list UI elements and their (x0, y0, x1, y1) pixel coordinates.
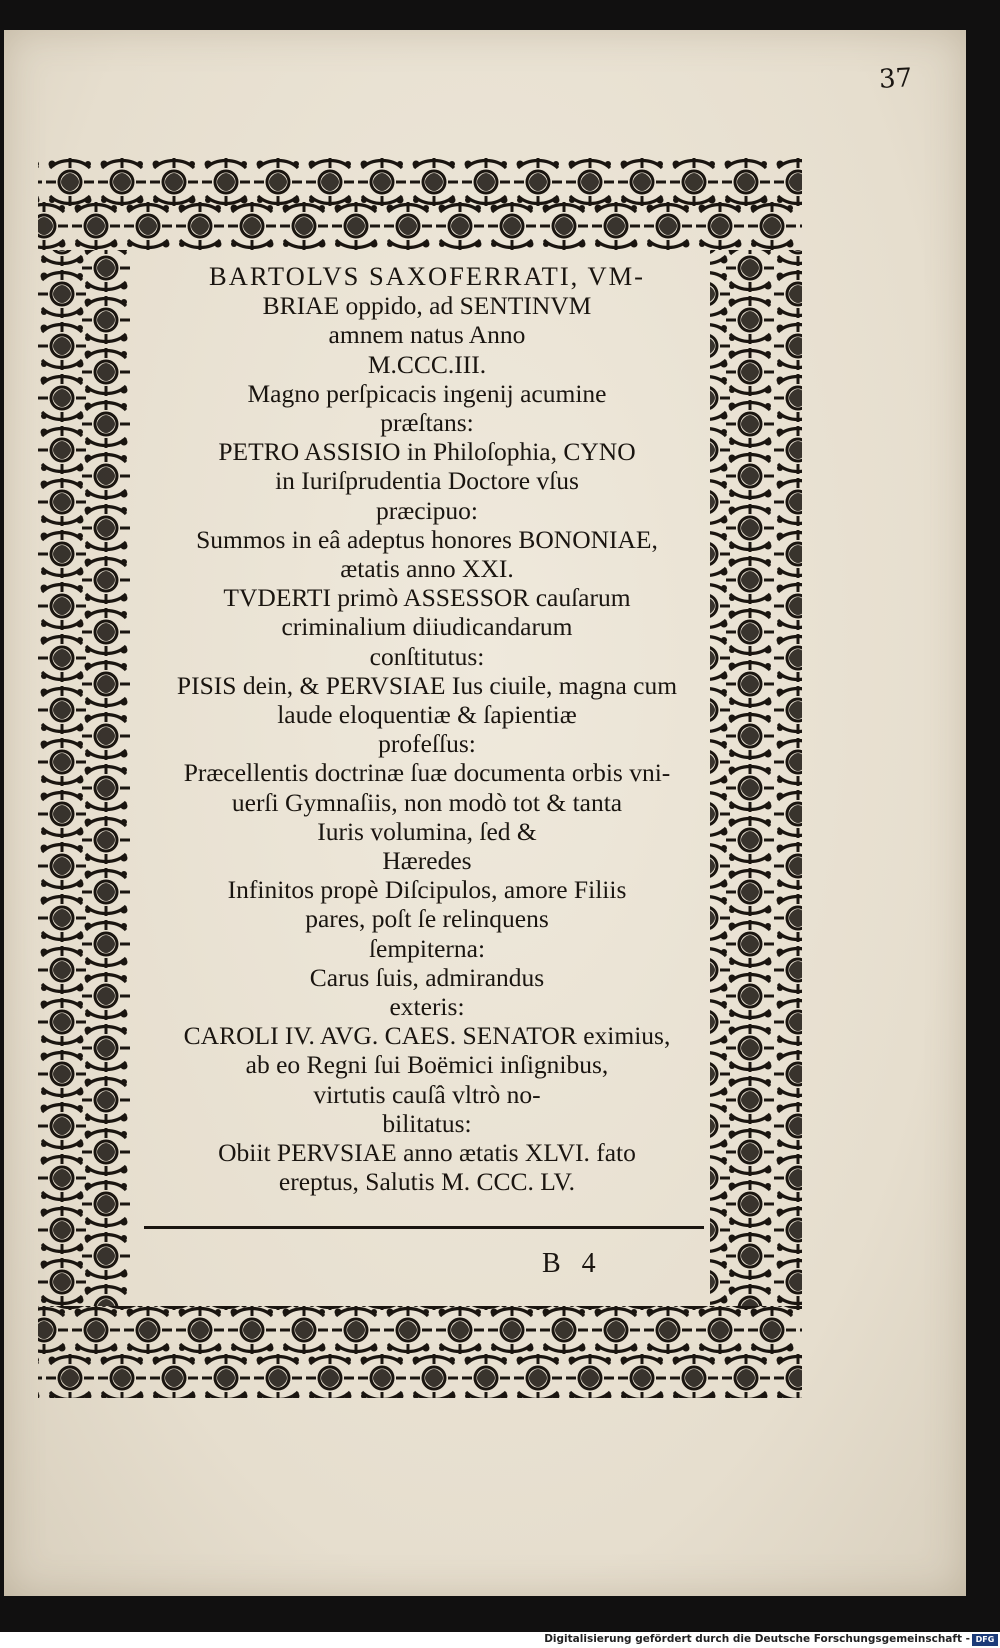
footer-credit: Digitalisierung gefördert durch die Deutsche Forschungsgemeinschaft - (544, 1633, 970, 1645)
text-line: Præcellentis doctrinæ ſuæ documenta orbis vni- (183, 758, 671, 788)
epitaph-text (122, 262, 732, 1197)
text-line: PETRO ASSISIO in Philoſophia, CYNO (218, 437, 636, 467)
text-line: profeſſus: (378, 729, 476, 759)
text-line: amnem natus Anno (328, 320, 526, 350)
text-line: criminalium diiudicandarum (281, 612, 573, 642)
text-line: BRIAE oppido, ad SENTINVM (262, 291, 592, 321)
text-line: ætatis anno XXI. (340, 554, 514, 584)
text-line: præcipuo: (376, 495, 478, 525)
text-line: pares, poſt ſe relinquens (305, 904, 549, 934)
text-line: Hæredes (382, 846, 472, 876)
text-line: ſempiterna: (368, 933, 486, 963)
folio-number: 37 (878, 63, 913, 95)
text-line: virtutis cauſâ vltrò no- (313, 1079, 541, 1109)
text-line: exteris: (389, 992, 465, 1022)
text-line: TVDERTI primò ASSESSOR cauſarum (223, 583, 631, 613)
text-line: bilitatus: (382, 1108, 472, 1138)
text-line: Iuris volumina, ſed & (317, 816, 537, 846)
text-line: conſtitutus: (369, 641, 485, 671)
text-line: Infinitos propè Diſcipulos, amore Filiis (227, 875, 627, 905)
text-line: ereptus, Salutis M. CCC. LV. (278, 1167, 576, 1197)
text-line: CAROLI IV. AVG. CAES. SENATOR eximius, (183, 1021, 671, 1051)
horizontal-rule (144, 1226, 704, 1229)
book-page (4, 30, 966, 1596)
text-line: ab eo Regni ſui Boëmici inſignibus, (245, 1050, 609, 1080)
dfg-logo-icon: DFG (972, 1634, 998, 1646)
signature-mark: B 4 (542, 1248, 596, 1279)
text-line: Magno perſpicacis ingenij acumine (247, 378, 607, 408)
text-line: Carus ſuis, admirandus (309, 962, 545, 992)
text-line: laude eloquentiæ & ſapientiæ (277, 700, 577, 730)
footer-bar (0, 1632, 1000, 1648)
text-line: in Iuriſprudentia Doctore vſus (275, 466, 579, 496)
text-line: præſtans: (380, 408, 474, 438)
text-line: uerſi Gymnaſiis, non modò tot & tanta (231, 787, 623, 817)
text-line: Summos in eâ adeptus honores BONONIAE, (196, 524, 658, 554)
text-line: M.CCC.III. (367, 349, 487, 379)
text-line: Obiit PERVSIAE anno ætatis XLVI. fato (218, 1138, 636, 1168)
text-line: PISIS dein, & PERVSIAE Ius ciuile, magna cum (176, 670, 678, 700)
text-line: BARTOLVS SAXOFERRATI, VM- (209, 261, 645, 291)
